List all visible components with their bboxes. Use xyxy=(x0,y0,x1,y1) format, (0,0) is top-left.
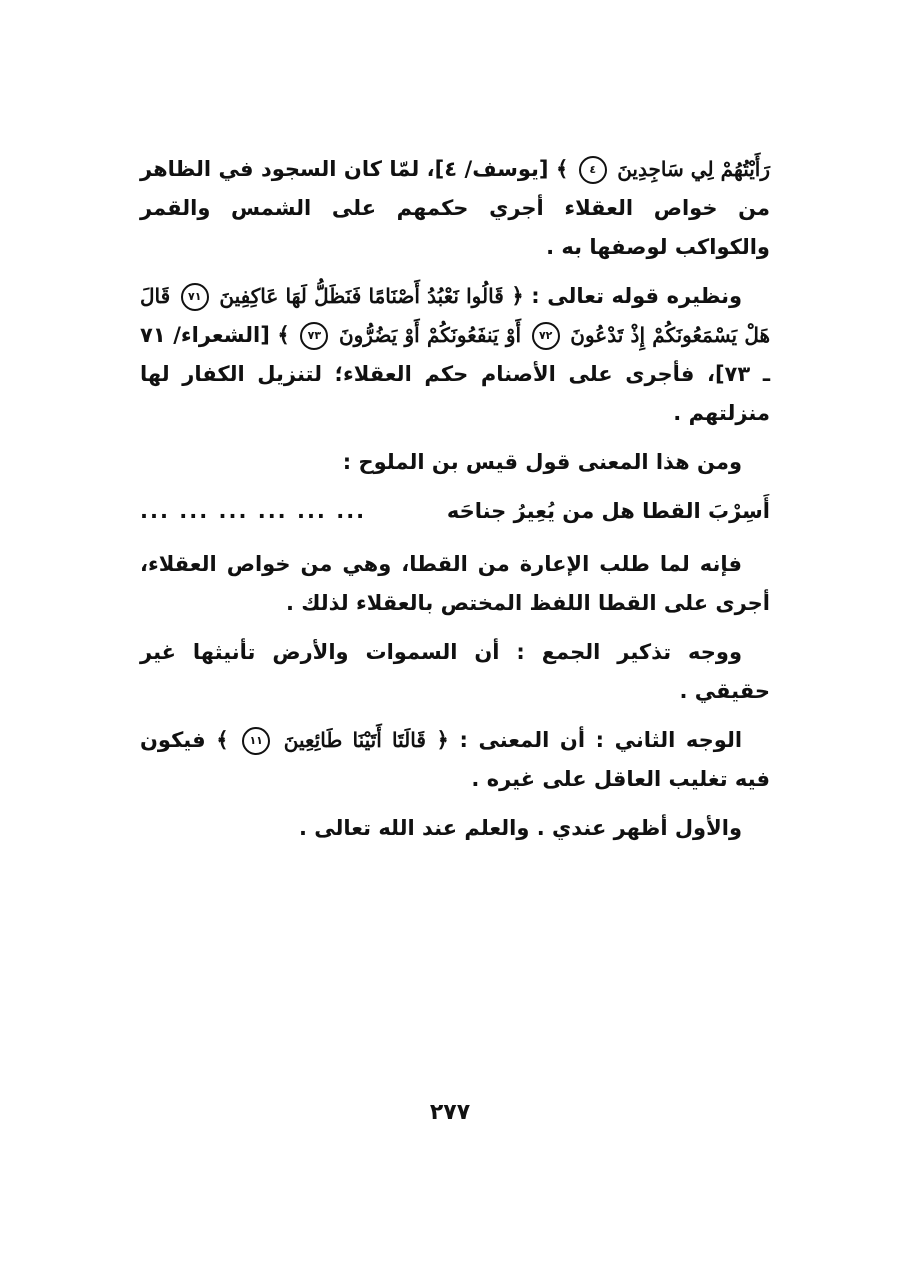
paragraph-6 xyxy=(140,721,770,799)
quran-verse-fragment: رَأَيْتُهُمْ لِي سَاجِدِينَ xyxy=(617,157,771,181)
paragraph-text: ، لمّا كان السجود في الظاهر من خواص العقلاء أجري حكمهم على الشمس والقمر والكواكب لوصفها به . xyxy=(140,157,770,259)
paragraph-1 xyxy=(140,150,770,267)
quran-verse: قَالَ هَلْ يَسْمَعُونَكُمْ إِذْ تَدْعُونَ xyxy=(140,284,771,347)
paragraph-text: ، فأجرى على الأصنام حكم العقلاء؛ لتنزيل الكفار لها منزلتهم . xyxy=(140,362,770,425)
ayah-number-marker: ١١ xyxy=(242,727,270,755)
paragraph-text: ومن هذا المعنى قول قيس بن الملوح : xyxy=(342,450,742,474)
ayah-number-marker: ٤ xyxy=(579,156,607,184)
poetry-hemistich-second: ... ... ... ... ... ... xyxy=(140,499,367,523)
paragraph-2 xyxy=(140,277,770,433)
close-bracket: ﴾ xyxy=(555,157,569,181)
quran-verse: قَالُوا نَعْبُدُ أَصْنَامًا فَنَظَلُّ لَهَا عَاكِفِينَ xyxy=(219,284,504,308)
surah-reference: [يوسف/ ٤] xyxy=(434,157,549,181)
paragraph-intro: ونظيره قوله تعالى : xyxy=(531,284,743,308)
close-bracket: ﴾ xyxy=(277,323,290,347)
ayah-number-marker: ٧٣ xyxy=(300,322,328,350)
open-bracket: ﴿ xyxy=(511,284,524,308)
ayah-number-marker: ٧١ xyxy=(181,283,209,311)
paragraph-text: فيكون فيه تغليب العاقل على غيره . xyxy=(140,728,770,791)
close-bracket: ﴾ xyxy=(216,728,229,752)
ayah-number-marker: ٧٢ xyxy=(532,322,560,350)
paragraph-3 xyxy=(140,443,770,482)
paragraph-4 xyxy=(140,545,770,623)
page-body xyxy=(140,150,770,858)
open-bracket: ﴿ xyxy=(436,728,449,752)
quran-verse: قَالَتَا أَتَيْنَا طَائِعِينَ xyxy=(283,728,426,752)
page-number: ٢٧٧ xyxy=(429,1100,471,1125)
paragraph-intro: أن المعنى : xyxy=(459,728,586,752)
paragraph-text: والأول أظهر عندي . والعلم عند الله تعالى . xyxy=(298,816,742,840)
quran-verse: أَوْ يَنفَعُونَكُمْ أَوْ يَضُرُّونَ xyxy=(338,323,522,347)
surah-reference: [الشعراء/ ٧١ ـ ٧٣] xyxy=(140,323,770,386)
paragraph-7 xyxy=(140,809,770,848)
poetry-hemistich-first: أَسِرْبَ القطا هل من يُعِيرُ جناحَه xyxy=(446,499,770,523)
paragraph-text: ووجه تذكير الجمع : أن السموات والأرض تأنيثها غير حقيقي . xyxy=(140,640,770,703)
paragraph-text: فإنه لما طلب الإعارة من القطا، وهي من خواص العقلاء، أجرى على القطا اللفظ المختص بالعقلاء لذلك . xyxy=(140,552,770,615)
section-heading: الوجه الثاني : xyxy=(595,728,743,752)
poetry-line xyxy=(140,492,770,531)
paragraph-5 xyxy=(140,633,770,711)
